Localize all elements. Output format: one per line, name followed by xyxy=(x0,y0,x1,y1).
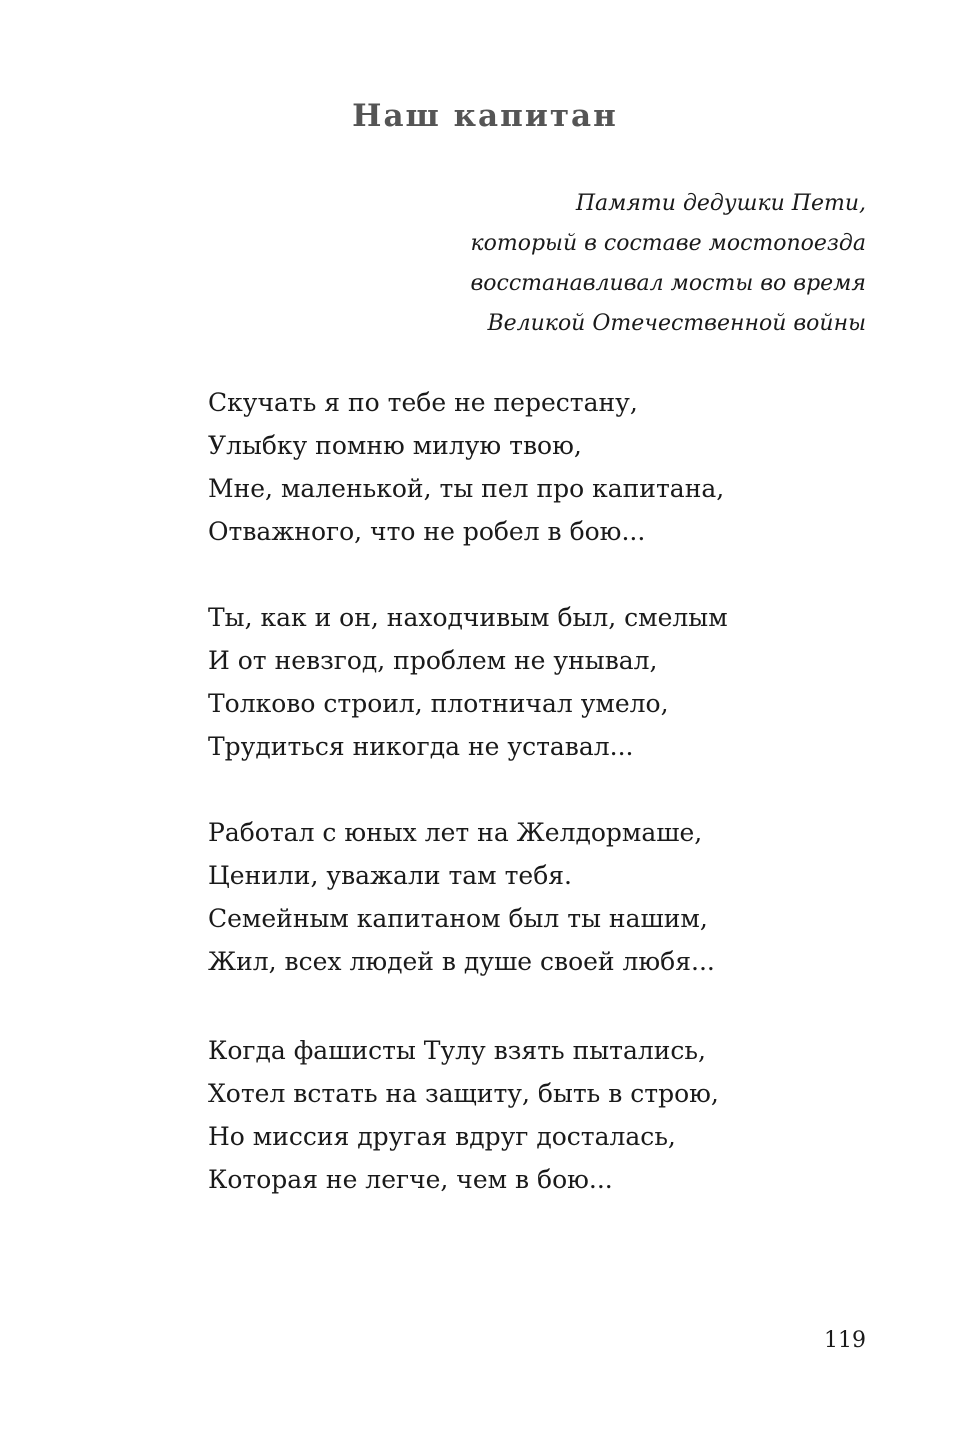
verse-line: Работал с юных лет на Желдормаше, xyxy=(208,818,703,847)
verse-line: Которая не легче, чем в бою... xyxy=(208,1165,613,1194)
verse-line: Скучать я по тебе не перестану, xyxy=(208,388,638,417)
verse-line: Толково строил, плотничал умело, xyxy=(208,689,669,718)
verse-line: Трудиться никогда не уставал... xyxy=(208,732,634,761)
epigraph-line: Памяти дедушки Пети, xyxy=(575,191,866,216)
epigraph-line: восстанавливал мосты во время xyxy=(470,271,866,296)
verse-line: Когда фашисты Тулу взять пытались, xyxy=(208,1036,706,1065)
stanza-4 xyxy=(208,1029,719,1201)
stanza-1 xyxy=(208,381,724,553)
poem-title: Наш капитан xyxy=(352,98,618,134)
verse-line: И от невзгод, проблем не унывал, xyxy=(208,646,658,675)
stanza-2 xyxy=(208,596,728,768)
verse-line: Ты, как и он, находчивым был, смелым xyxy=(208,603,728,632)
verse-line: Но миссия другая вдруг досталась, xyxy=(208,1122,676,1151)
epigraph xyxy=(470,184,866,344)
stanza-3 xyxy=(208,811,715,983)
verse-line: Жил, всех людей в душе своей любя... xyxy=(208,947,715,976)
verse-line: Мне, маленькой, ты пел про капитана, xyxy=(208,474,725,503)
verse-line: Семейным капитаном был ты нашим, xyxy=(208,904,708,933)
verse-line: Улыбку помню милую твою, xyxy=(208,431,582,460)
epigraph-line: который в составе мостопоезда xyxy=(470,231,866,256)
verse-line: Хотел встать на защиту, быть в строю, xyxy=(208,1079,719,1108)
page-number: 119 xyxy=(824,1328,866,1353)
verse-line: Ценили, уважали там тебя. xyxy=(208,861,572,890)
epigraph-line: Великой Отечественной войны xyxy=(487,311,866,336)
verse-line: Отважного, что не робел в бою... xyxy=(208,517,646,546)
